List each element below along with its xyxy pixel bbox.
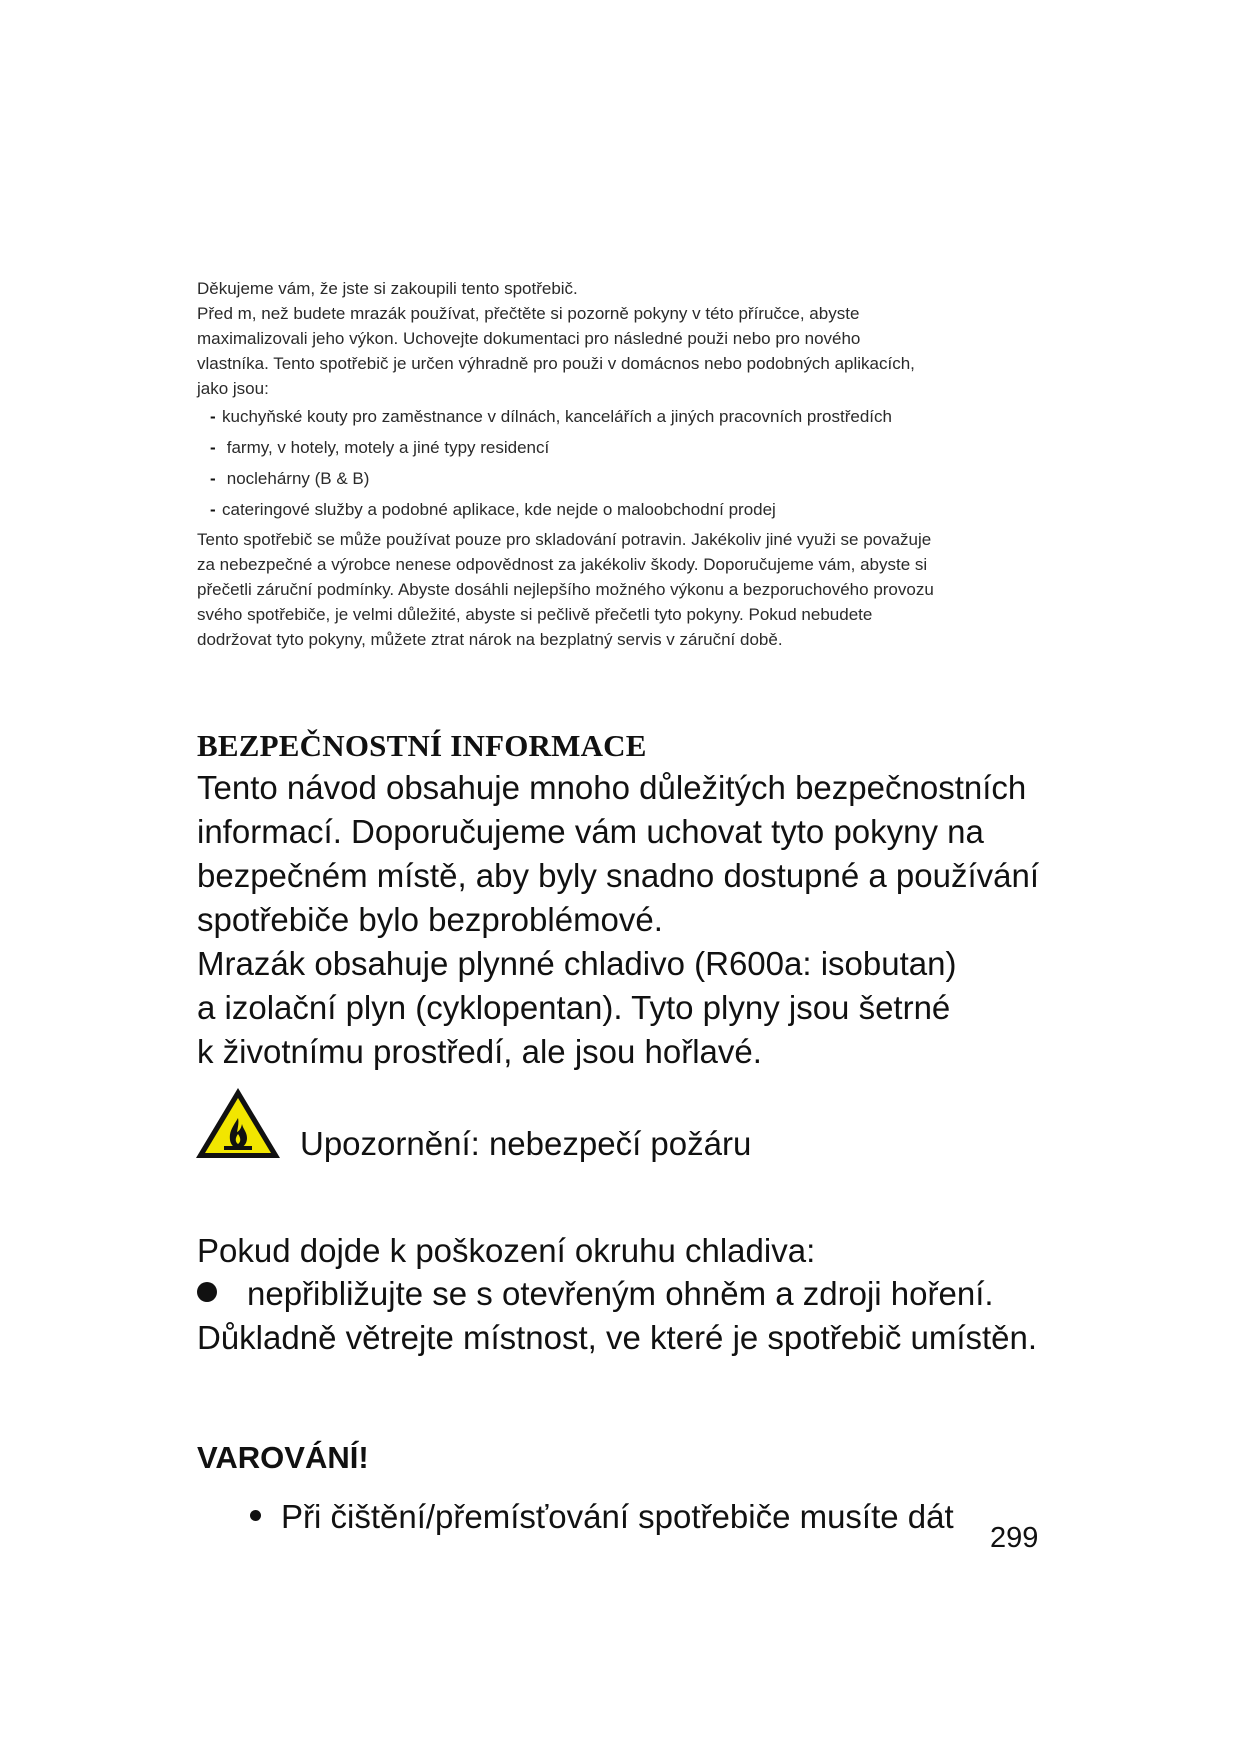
fire-warning	[192, 1082, 1092, 1172]
dash-marker: -	[210, 500, 216, 519]
intro-after-line: Tento spotřebič se může používat pouze pro skladování potravin. Jakékoliv jiné využi se považuje	[197, 530, 932, 549]
page-number: 299	[990, 1522, 1039, 1554]
intro-line: Děkujeme vám, že jste si zakoupili tento spotřebič.	[197, 279, 578, 298]
list-item: - kuchyňské kouty pro zaměstnance v dílnách, kancelářích a jiných pracovních prostředích	[210, 401, 1057, 432]
safety-heading: BEZPEČNOSTNÍ INFORMACE	[197, 728, 647, 763]
intro-after	[197, 527, 1057, 652]
bullet-dot	[197, 1282, 217, 1302]
list-item: - farmy, v hotely, motely a jiné typy residencí	[210, 432, 1057, 463]
safety-paragraph-2: Mrazák obsahuje plynné chladivo (R600a: isobutan) a izolační plyn (cyklopentan). Tyto plyny jsou šetrné k životnímu prostředí, ale jsou hořlavé.	[197, 945, 957, 1070]
intro-line: maximalizovali jeho výkon. Uchovejte dokumentaci pro následné použi nebo pro nového	[197, 329, 861, 348]
intro-after-line: přečetli záruční podmínky. Abyste dosáhli nejlepšího možného výkonu a bezporuchového provozu	[197, 580, 934, 599]
safety-paragraph-1: Tento návod obsahuje mnoho důležitých bezpečnostních informací. Doporučujeme vám uchovat tyto pokyny na bezpečném místě, aby byly snadno dostupné a používání spotřebiče bylo bezproblémové.	[197, 769, 1040, 938]
damage-after: Důkladně větrejte místnost, ve které je spotřebič umístěn.	[197, 1319, 1038, 1356]
intro-after-line: za nebezpečné a výrobce nenese odpovědnost za jakékoliv škody. Doporučujeme vám, abyste si	[197, 555, 928, 574]
warning-text: Upozornění: nebezpečí požáru	[300, 1125, 752, 1162]
usage-list	[197, 401, 1057, 525]
intro-line: jako jsou:	[197, 379, 269, 398]
damage-bullet: nepřibližujte se s otevřeným ohněm a zdroji hoření.	[197, 1272, 994, 1316]
intro-after-line: dodržovat tyto pokyny, můžete ztrat nárok na bezplatný servis v záruční době.	[197, 630, 783, 649]
intro-section	[197, 276, 1057, 652]
fire-hazard-triangle-icon	[192, 1082, 284, 1162]
bullet-dot	[250, 1510, 261, 1521]
intro-line: Před m, než budete mrazák používat, přečtěte si pozorně pokyny v této příručce, abyste	[197, 304, 860, 323]
list-item: - noclehárny (B & B)	[210, 463, 1057, 494]
intro-line: vlastníka. Tento spotřebič je určen výhradně pro použi v domácnos nebo podobných aplikacích,	[197, 354, 915, 373]
warning-bullet: Při čištění/přemísťování spotřebiče musíte dát	[250, 1495, 954, 1539]
dash-marker: -	[210, 438, 216, 457]
dash-marker: -	[210, 407, 216, 426]
warning-heading: VAROVÁNÍ!	[197, 1440, 369, 1475]
dash-marker: -	[210, 469, 216, 488]
damage-intro: Pokud dojde k poškození okruhu chladiva:	[197, 1232, 816, 1269]
list-item: - cateringové služby a podobné aplikace, kde nejde o maloobchodní prodej	[210, 494, 1057, 525]
intro-after-line: svého spotřebiče, je velmi důležité, abyste si pečlivě přečetli tyto pokyny. Pokud nebudete	[197, 605, 873, 624]
